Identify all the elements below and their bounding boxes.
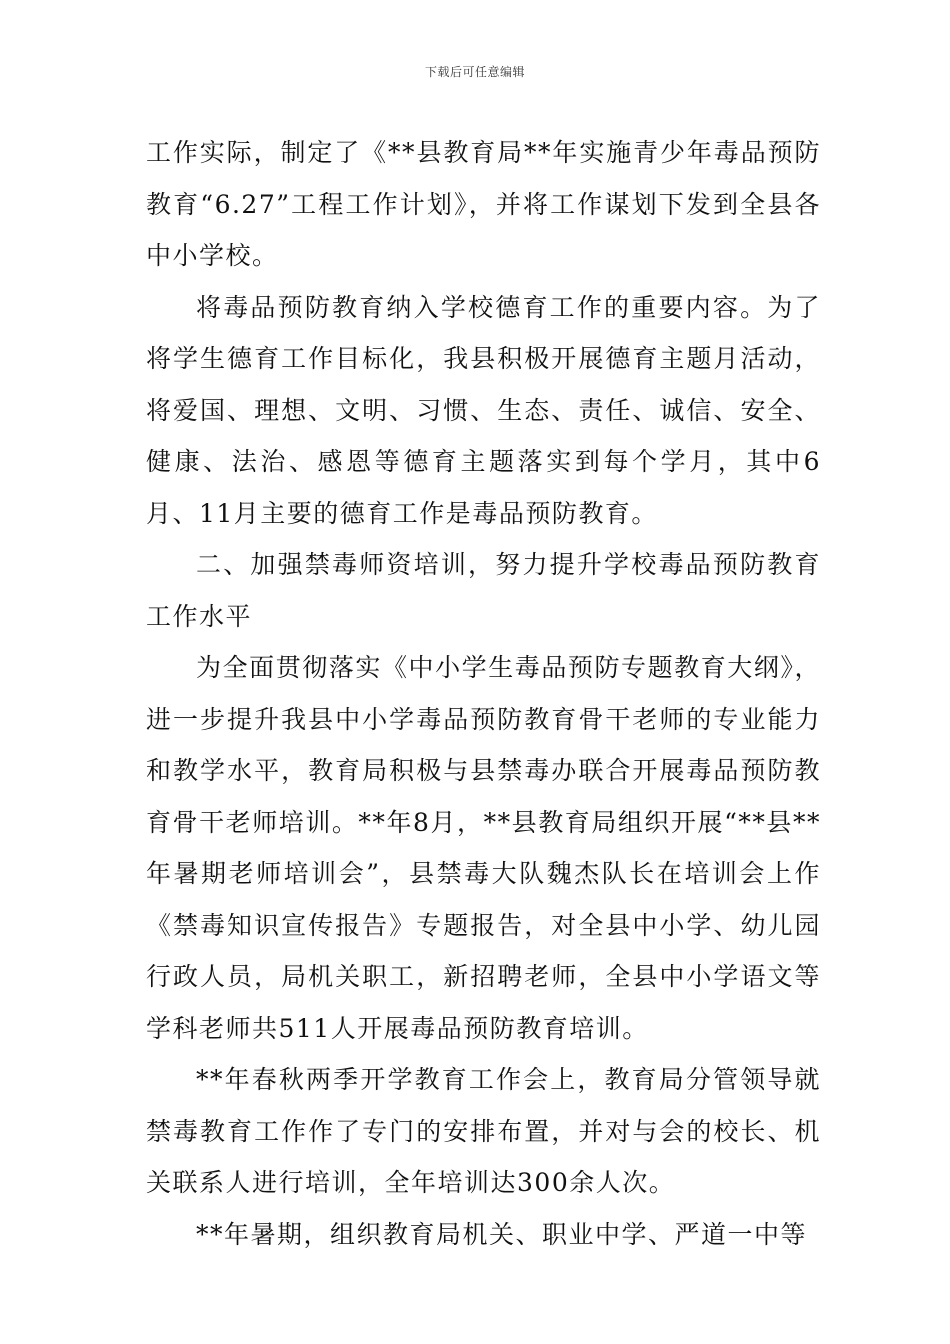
paragraph-summer-organization: **年暑期，组织教育局机关、职业中学、严道一中等 [196, 1219, 808, 1249]
section-heading-teacher-training: 二、加强禁毒师资培训，努力提升学校毒品预防教育工作水平 [146, 550, 821, 631]
paragraph-training-details: 为全面贯彻落实《中小学生毒品预防专题教育大纲》，进一步提升我县中小学毒品预防教育骨干老师的专业能力和教学水平，教育局积极与县禁毒办联合开展毒品预防教育骨干老师培训。**年8月，**县教育局组织开展“**县**年暑期老师培训会”，县禁毒大队魏杰队长在培训会上作《禁毒知识宣传报告》专题报告，对全县中小学、幼儿园行政人员，局机关职工，新招聘老师，全县中小学语文等学科老师共511人开展毒品预防教育培训。 [146, 653, 821, 1043]
page-header-note: 下载后可任意编辑 [424, 65, 525, 79]
paragraph-semester-meeting: **年春秋两季开学教育工作会上，教育局分管领导就禁毒教育工作作了专门的安排布置，并对与会的校长、机关联系人进行培训，全年培训达300余人次。 [146, 1065, 821, 1197]
paragraph-work-plan: 工作实际，制定了《**县教育局**年实施青少年毒品预防教育“6.27”工程工作计划》，并将工作谋划下发到全县各中小学校。 [146, 138, 821, 270]
paragraph-moral-education: 将毒品预防教育纳入学校德育工作的重要内容。为了将学生德育工作目标化，我县积极开展德育主题月活动，将爱国、理想、文明、习惯、生态、责任、诚信、安全、健康、法治、感恩等德育主题落实到每个学月，其中6月、11月主要的德育工作是毒品预防教育。 [146, 292, 821, 528]
document-body [146, 127, 821, 1260]
